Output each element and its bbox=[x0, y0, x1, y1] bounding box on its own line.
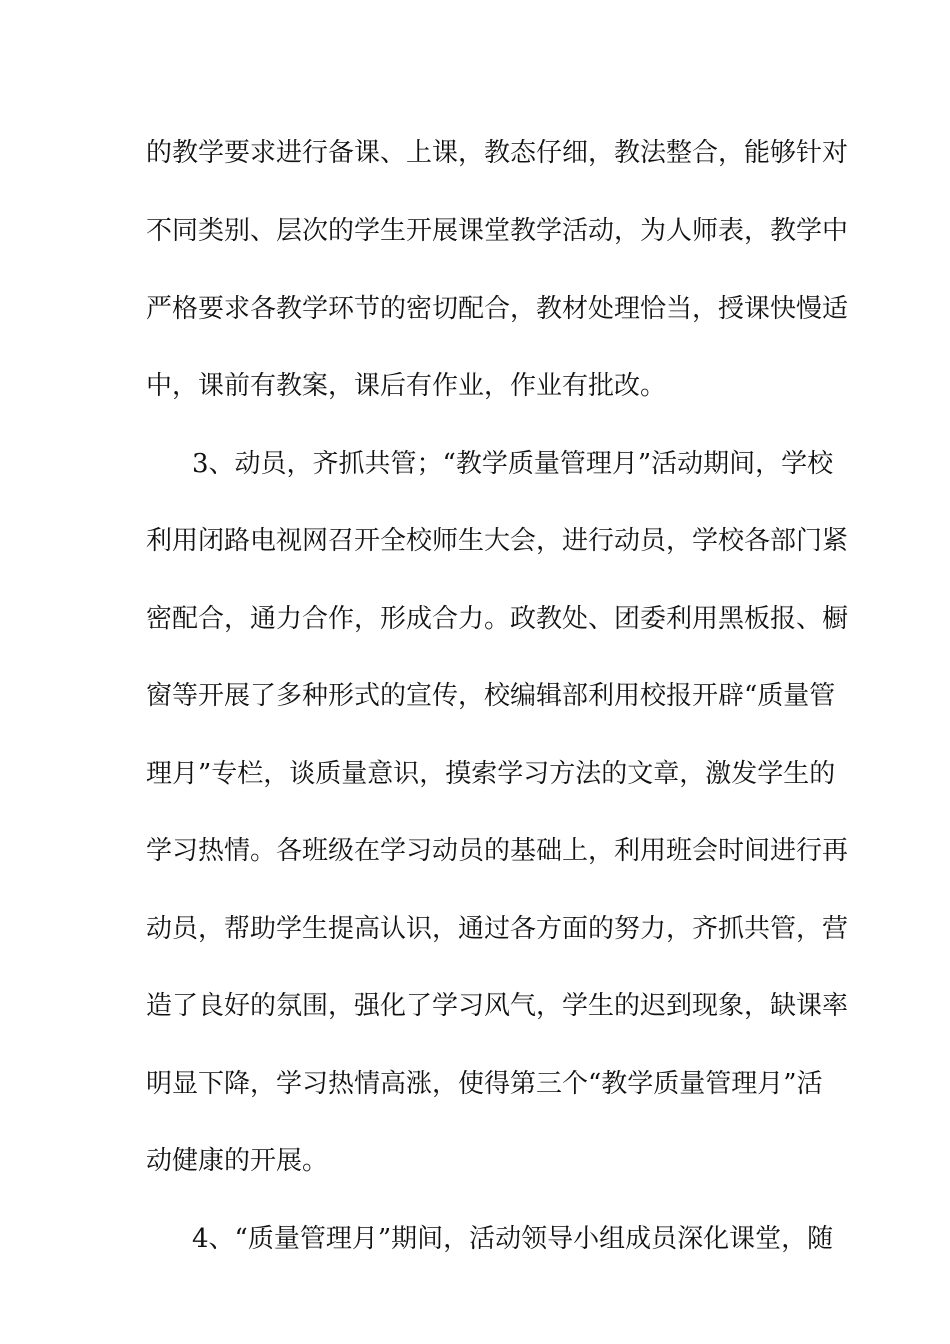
text-line: 中，课前有教案，课后有作业，作业有批改。 bbox=[146, 371, 667, 401]
paragraph-4-first-line: 4、“质量管理月”期间，活动领导小组成员深化课堂，随 bbox=[192, 1224, 834, 1254]
text-line: 密配合，通力合作，形成合力。政教处、团委利用黑板报、橱 bbox=[146, 604, 849, 634]
text-line: 利用闭路电视网召开全校师生大会，进行动员，学校各部门紧 bbox=[146, 526, 849, 556]
text-line: 严格要求各教学环节的密切配合，教材处理恰当，授课快慢适 bbox=[146, 294, 849, 324]
text-line: 学习热情。各班级在学习动员的基础上，利用班会时间进行再 bbox=[146, 836, 849, 866]
text-line: 不同类别、层次的学生开展课堂教学活动，为人师表，教学中 bbox=[146, 216, 849, 246]
text-line: 动员，帮助学生提高认识，通过各方面的努力，齐抓共管，营 bbox=[146, 914, 849, 944]
text-line: 动健康的开展。 bbox=[146, 1146, 329, 1176]
text-line: 的教学要求进行备课、上课，教态仔细，教法整合，能够针对 bbox=[146, 138, 849, 168]
paragraph-3-first-line: 3、动员，齐抓共管；“教学质量管理月”活动期间，学校 bbox=[192, 449, 834, 479]
text-line: 明显下降，学习热情高涨，使得第三个“教学质量管理月”活 bbox=[146, 1069, 823, 1099]
text-line: 窗等开展了多种形式的宣传，校编辑部利用校报开辟“质量管 bbox=[146, 681, 836, 711]
text-line: 造了良好的氛围，强化了学习风气，学生的迟到现象，缺课率 bbox=[146, 991, 849, 1021]
text-line: 理月”专栏，谈质量意识，摸索学习方法的文章，激发学生的 bbox=[146, 759, 836, 789]
